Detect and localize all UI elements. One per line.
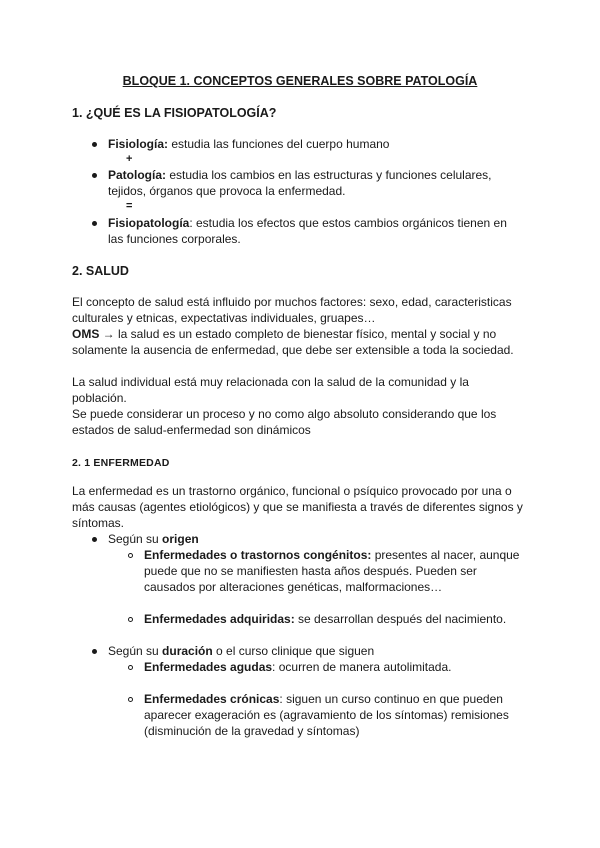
- list-item-fisiologia: [108, 136, 389, 152]
- oms-text: → la salud es un estado completo de bienestar físico, mental y social y no: [99, 327, 497, 341]
- text-agudas: : ocurren de manera autolimitada.: [272, 660, 452, 674]
- duracion-prefix: Según su: [108, 644, 163, 658]
- enfermedad-line1: La enfermedad es un trastorno orgánico, funcional o psíquico provocado por una o: [72, 484, 512, 498]
- text-fisiologia: estudia las funciones del cuerpo humano: [168, 137, 390, 151]
- term-patologia: Patología:: [108, 168, 167, 182]
- bullet-dot: [92, 142, 97, 147]
- bullet-dot: [92, 221, 97, 226]
- term-adquiridas: Enfermedades adquiridas:: [144, 612, 295, 626]
- list-item-cronicas: [144, 691, 503, 707]
- term-fisiopatologia: Fisiopatología: [108, 216, 190, 230]
- text-fisiopatologia: : estudia los efectos que estos cambios orgánicos tienen en: [189, 216, 507, 230]
- duracion-suffix: o el curso clinique que siguen: [212, 644, 375, 658]
- list-item-agudas: [144, 659, 451, 675]
- salud-p3-line1: Se puede considerar un proceso y no como algo absoluto considerando que los: [72, 407, 497, 421]
- circle-bullet: [128, 617, 133, 622]
- enfermedad-line3: síntomas.: [72, 516, 125, 530]
- list-item-origen: [108, 531, 199, 547]
- term-fisiologia: Fisiología:: [108, 137, 168, 151]
- salud-p2-line2: población.: [72, 391, 127, 405]
- term-origen: origen: [162, 532, 199, 546]
- circle-bullet: [128, 553, 133, 558]
- list-item-fisiopatologia: [108, 215, 507, 231]
- circle-bullet: [128, 665, 133, 670]
- term-cronicas: Enfermedades crónicas: [144, 692, 280, 706]
- term-oms: OMS: [72, 327, 100, 341]
- list-item-congenitos: [144, 547, 519, 563]
- plus-sign: +: [126, 153, 133, 165]
- congenitos-line2: puede que no se manifiesten hasta años después. Pueden ser: [144, 564, 477, 578]
- term-agudas: Enfermedades agudas: [144, 660, 273, 674]
- cronicas-line2: aparecer exageración es (agravamiento de los síntomas) remisiones: [144, 708, 509, 722]
- bullet-dot: [92, 649, 97, 654]
- bullet-dot: [92, 173, 97, 178]
- text-congenitos: presentes al nacer, aunque: [371, 548, 520, 562]
- list-item-adquiridas: [144, 611, 506, 627]
- oms-definition: [72, 326, 496, 342]
- oms-line2: solamente la ausencia de enfermedad, que debe ser extensible a toda la sociedad.: [72, 343, 514, 357]
- salud-p2-line1: La salud individual está muy relacionada con la salud de la comunidad y la: [72, 375, 469, 389]
- list-item-duracion: [108, 643, 374, 659]
- text-fisiopatologia-line2: las funciones corporales.: [108, 232, 241, 246]
- section-1-heading: 1. ¿QUÉ ES LA FISIOPATOLOGÍA?: [72, 106, 277, 120]
- circle-bullet: [128, 697, 133, 702]
- section-2-1-heading: 2. 1 ENFERMEDAD: [72, 457, 170, 469]
- text-patologia-line2: tejidos, órganos que provoca la enfermedad.: [108, 184, 346, 198]
- text-patologia: estudia los cambios en las estructuras y funciones celulares,: [166, 168, 492, 182]
- congenitos-line3: causados por alteraciones genéticas, malformaciones…: [144, 580, 443, 594]
- salud-p1-line1: El concepto de salud está influido por muchos factores: sexo, edad, caracteristicas: [72, 295, 512, 309]
- salud-p1-line2: culturales y etnicas, expectativas individuales, gruapes…: [72, 311, 376, 325]
- page-title: BLOQUE 1. CONCEPTOS GENERALES SOBRE PATOLOGÍA: [122, 74, 478, 88]
- salud-p3-line2: estados de salud-enfermedad son dinámicos: [72, 423, 311, 437]
- cronicas-line3: (disminución de la gravedad y síntomas): [144, 724, 360, 738]
- term-congenitos: Enfermedades o trastornos congénitos:: [144, 548, 372, 562]
- term-duracion: duración: [162, 644, 213, 658]
- text-adquiridas: se desarrollan después del nacimiento.: [294, 612, 507, 626]
- list-item-patologia: [108, 167, 492, 183]
- origen-prefix: Según su: [108, 532, 163, 546]
- bullet-dot: [92, 537, 97, 542]
- enfermedad-line2: más causas (agentes etiológicos) y que se manifiesta a través de diferentes signos y: [72, 500, 523, 514]
- section-2-heading: 2. SALUD: [72, 264, 129, 278]
- text-cronicas: : siguen un curso continuo en que pueden: [279, 692, 503, 706]
- equals-sign: =: [126, 200, 133, 212]
